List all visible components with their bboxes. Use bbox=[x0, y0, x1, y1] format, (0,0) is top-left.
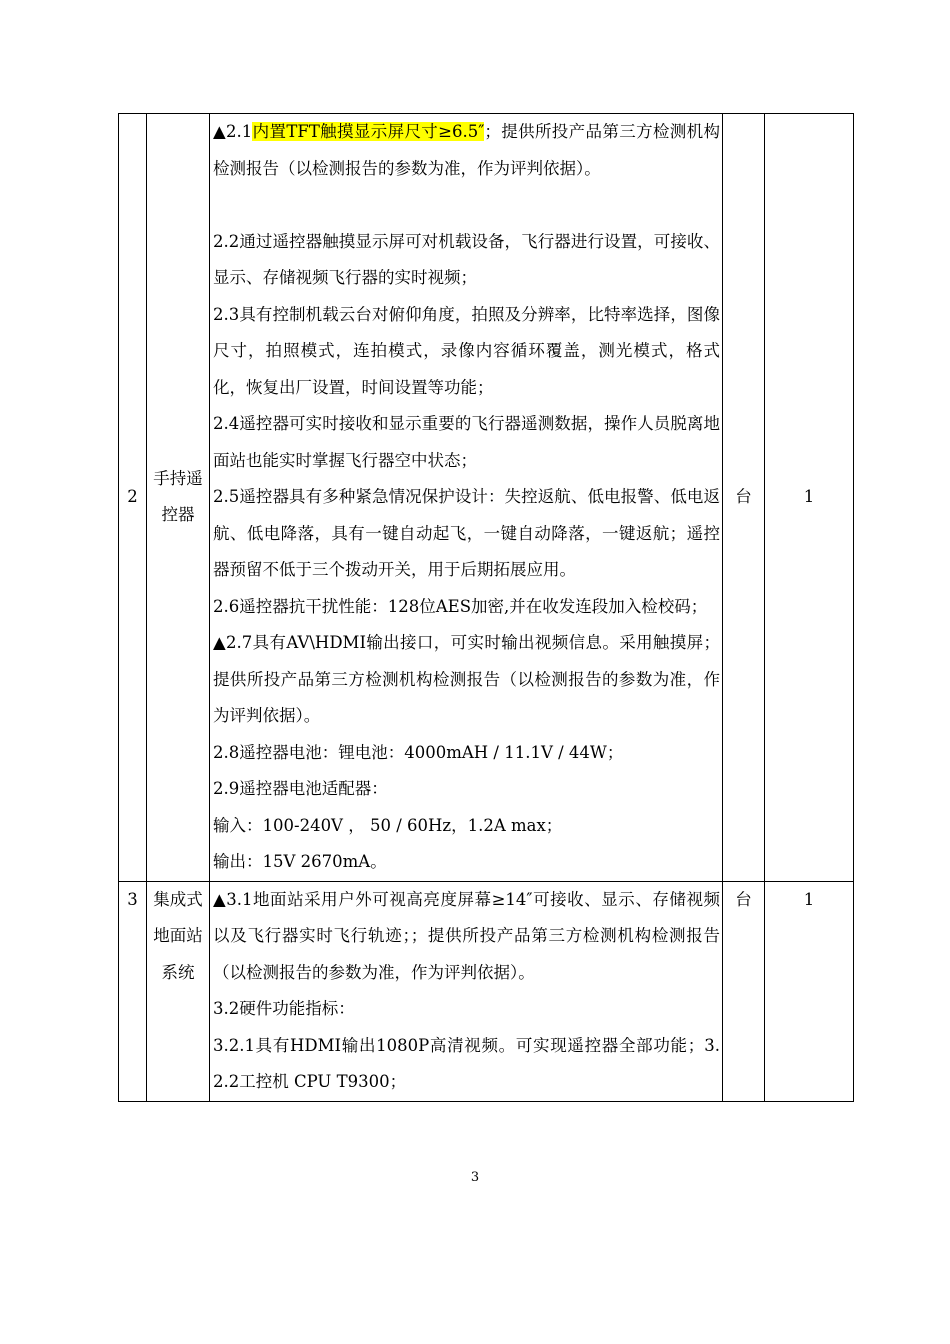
blank-line bbox=[213, 187, 720, 224]
item-number: 3 bbox=[119, 881, 147, 1101]
item-quantity: 1 bbox=[765, 114, 854, 882]
spec-paragraph: 3.2.1具有HDMI输出1080P高清视频。可实现遥控器全部功能；3.2.2工控机 CPU T9300； bbox=[213, 1035, 720, 1091]
spec-paragraph: ▲2.1内置TFT触摸显示屏尺寸≥6.5″；提供所投产品第三方检测机构检测报告（以检测报告的参数为准，作为评判依据）。 bbox=[213, 122, 720, 178]
table-row bbox=[119, 881, 854, 1101]
table-row bbox=[119, 114, 854, 882]
page-number: 3 bbox=[470, 1170, 480, 1185]
spec-paragraph: 2.4遥控器可实时接收和显示重要的飞行器遥测数据，操作人员脱离地面站也能实时掌握飞行器空中状态； bbox=[213, 414, 720, 470]
item-unit: 台 bbox=[723, 114, 765, 882]
item-number: 2 bbox=[119, 114, 147, 882]
spec-paragraph: 2.8遥控器电池：锂电池：4000mAH / 11.1V / 44W； bbox=[213, 742, 624, 762]
highlighted-text: 内置TFT触摸显示屏尺寸≥6.5″ bbox=[252, 122, 485, 141]
spec-paragraph: 2.2通过遥控器触摸显示屏可对机载设备，飞行器进行设置，可接收、显示、存储视频飞行器的实时视频； bbox=[213, 231, 720, 287]
spec-paragraph: 输出：15V 2670mA。 bbox=[213, 852, 387, 871]
spec-paragraph: ▲2.7具有AV\HDMI输出接口，可实时输出视频信息。采用触摸屏；提供所投产品第三方检测机构检测报告（以检测报告的参数为准，作为评判依据）。 bbox=[213, 633, 720, 725]
item-name: 手持遥控器 bbox=[147, 114, 210, 882]
spec-table bbox=[118, 113, 854, 1102]
spec-paragraph: 2.5遥控器具有多种紧急情况保护设计：失控返航、低电报警、低电返航、低电降落，具有一键自动起飞，一键自动降落，一键返航；遥控器预留不低于三个拨动开关，用于后期拓展应用。 bbox=[213, 487, 720, 579]
item-spec bbox=[210, 881, 723, 1101]
spec-paragraph: 2.6遥控器抗干扰性能：128位AES加密,并在收发连段加入检校码； bbox=[213, 596, 708, 616]
spec-paragraph: 2.9遥控器电池适配器： bbox=[213, 779, 388, 798]
item-spec bbox=[210, 114, 723, 882]
spec-paragraph: 输入：100-240V ， 50 / 60Hz，1.2A max； bbox=[213, 815, 563, 835]
item-quantity: 1 bbox=[765, 881, 854, 1101]
item-name: 集成式地面站系统 bbox=[147, 881, 210, 1101]
spec-paragraph: 3.2硬件功能指标： bbox=[213, 999, 355, 1018]
spec-paragraph: ▲3.1地面站采用户外可视高亮度屏幕≥14″可接收、显示、存储视频以及飞行器实时飞行轨迹；；提供所投产品第三方检测机构检测报告（以检测报告的参数为准，作为评判依据）。 bbox=[213, 889, 720, 982]
spec-paragraph: 2.3具有控制机载云台对俯仰角度，拍照及分辨率，比特率选择，图像尺寸，拍照模式，连拍模式，录像内容循环覆盖，测光模式，格式化，恢复出厂设置，时间设置等功能； bbox=[213, 304, 720, 397]
item-unit: 台 bbox=[723, 881, 765, 1101]
